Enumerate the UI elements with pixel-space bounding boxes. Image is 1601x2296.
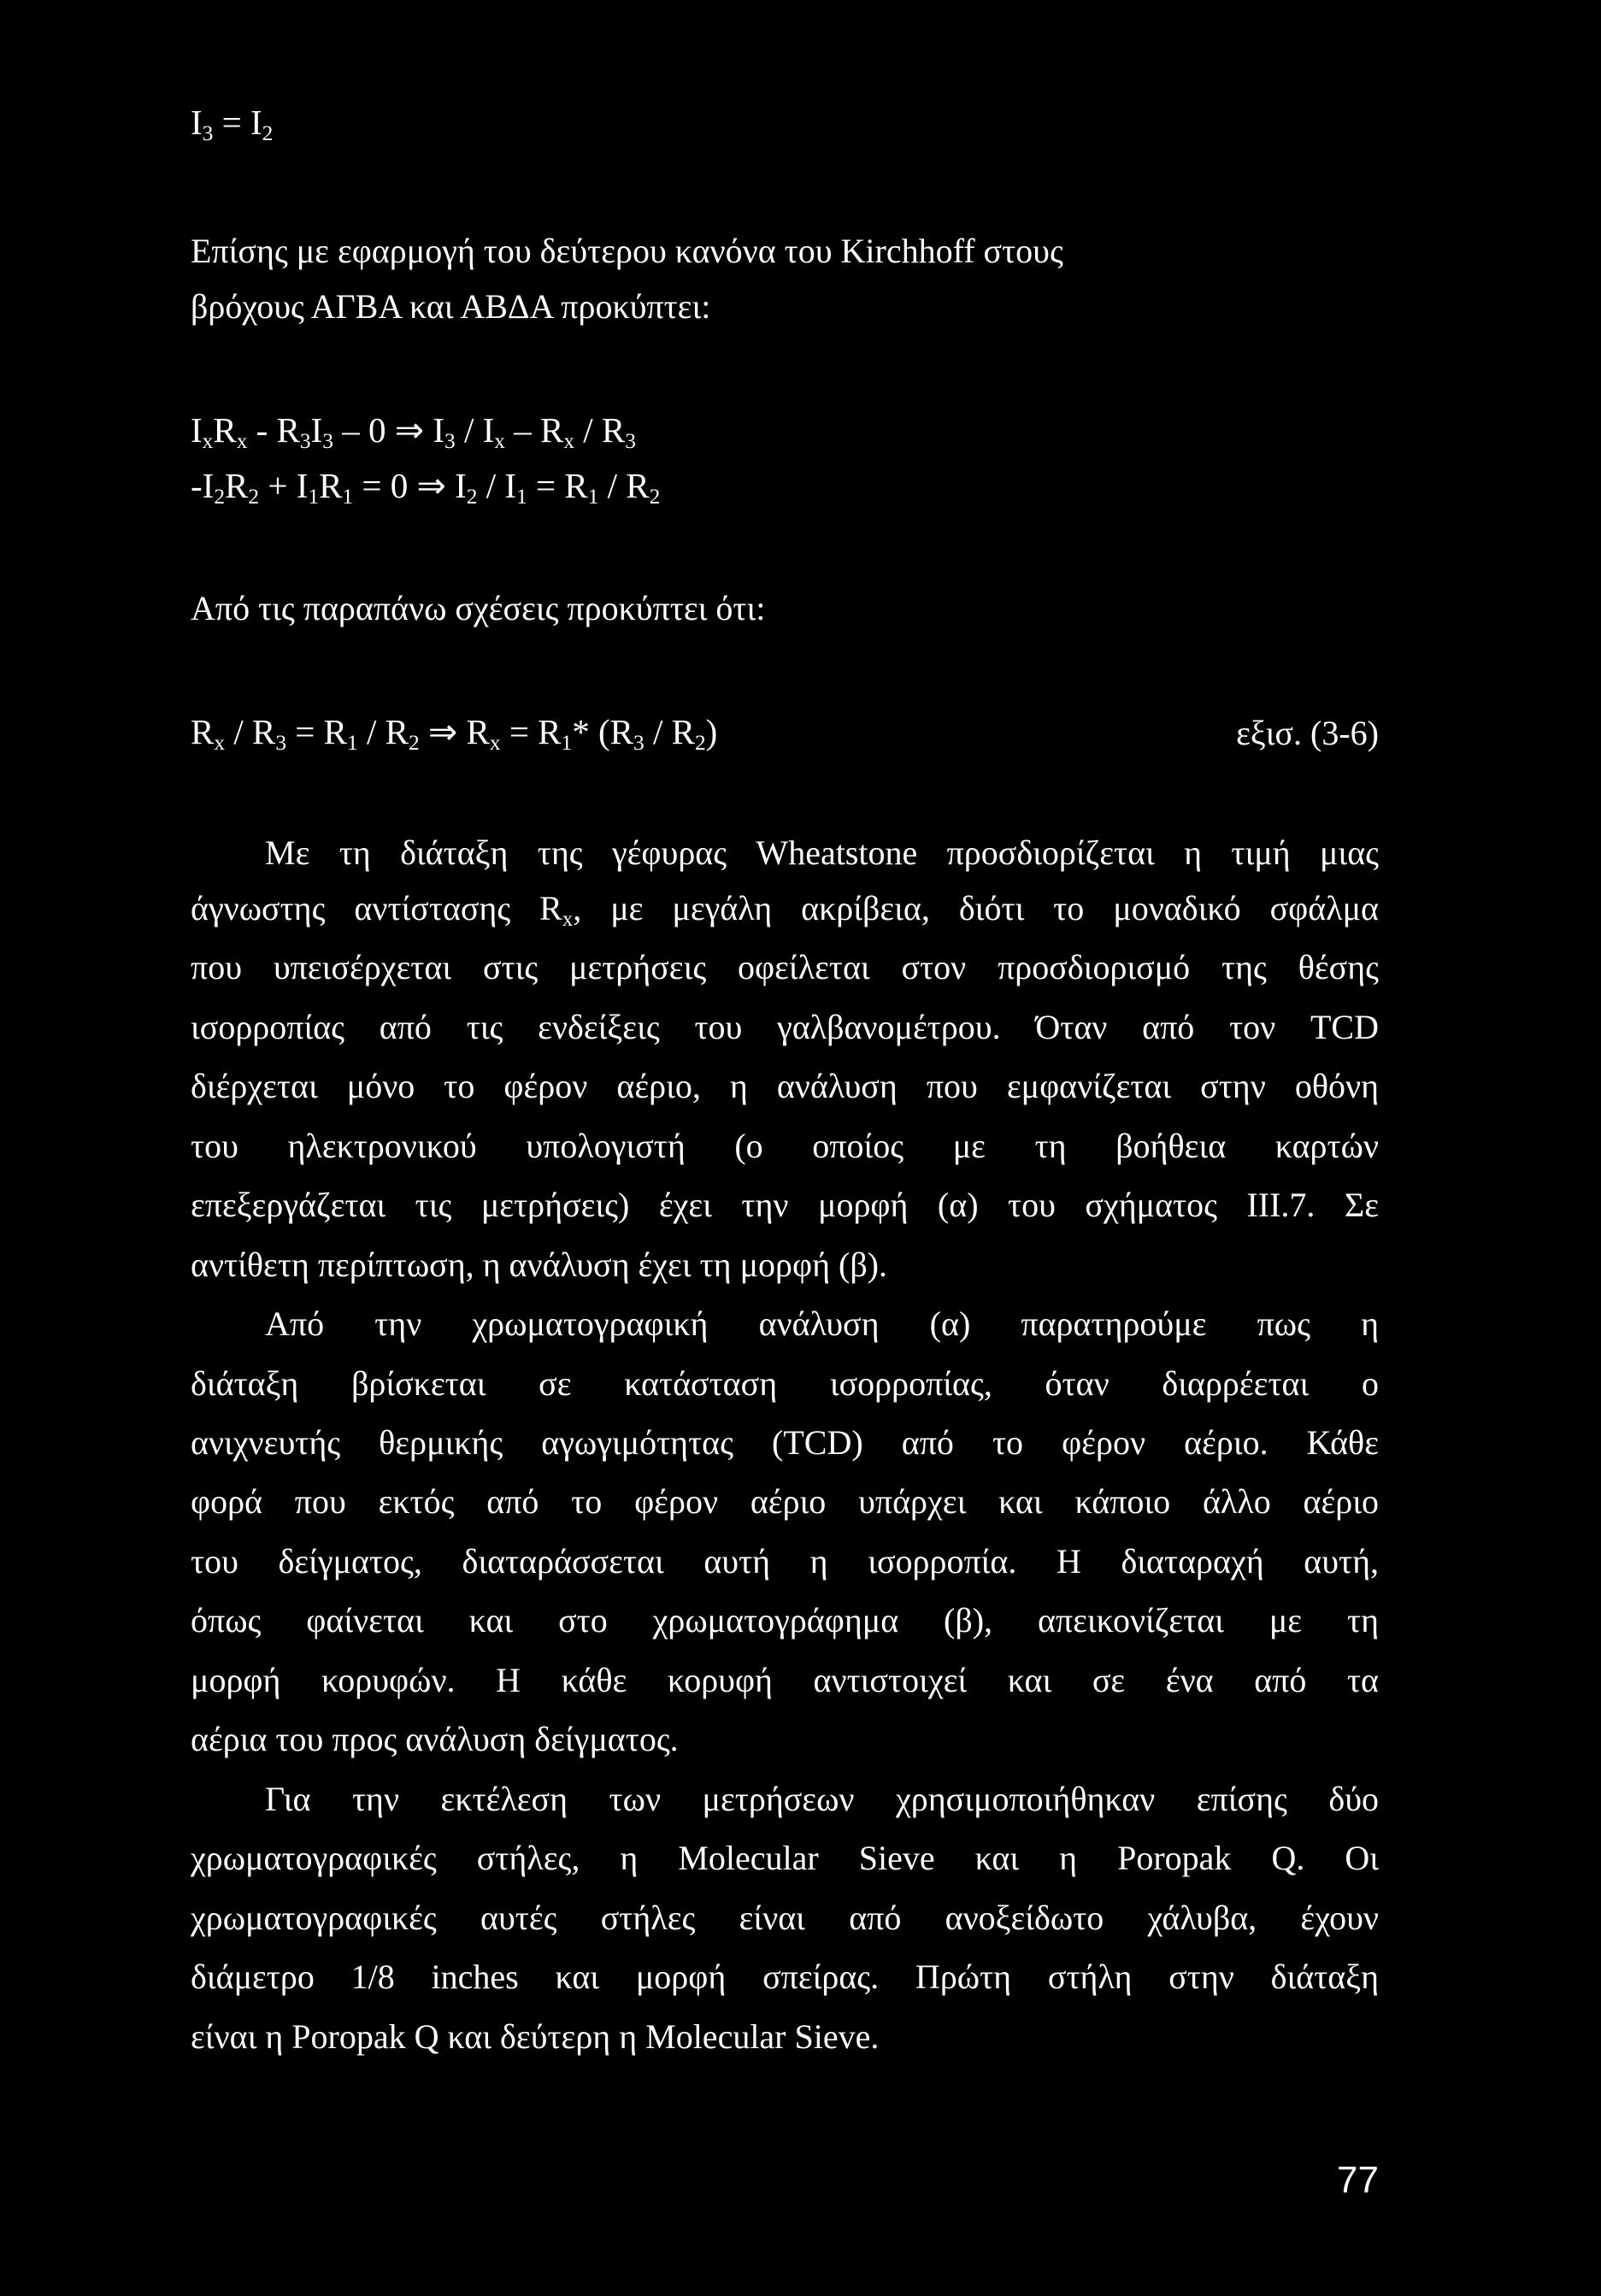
paragraph-wheatstone-line-3: που υπεισέρχεται στις μετρήσεις οφείλεται στον προσδιορισμό της θέσης xyxy=(191,948,1379,986)
paragraph-wheatstone-line-7: επεξεργάζεται τις μετρήσεις) έχει την μορφή (α) του σχήματος ΙΙΙ.7. Σε xyxy=(191,1186,1379,1224)
paragraph-relations: Από τις παραπάνω σχέσεις προκύπτει ότι: xyxy=(191,589,766,627)
paragraph-columns-line-4: διάμετρο 1/8 inches και μορφή σπείρας. Πρώτη στήλη στην διάταξη xyxy=(191,1957,1379,1996)
paragraph-chromatography-line-8: αέρια του προς ανάλυση δείγματος. xyxy=(191,1720,679,1758)
equation-3-6: $R_x / R_3 = R_1 / R_2$ ⇒ $R_x = R_1*$ $(R_3 / R_2)$ xyxy=(191,712,718,756)
paragraph-columns-line-1: Για την εκτέλεση των μετρήσεων χρησιμοποιήθηκαν επίσης δύο xyxy=(265,1780,1379,1818)
paragraph-chromatography-line-4: φορά που εκτός από το φέρον αέριο υπάρχει και κάποιο άλλο αέριο xyxy=(191,1482,1379,1521)
equation-loop-abda: $-I_2R_2 + I_1R_1 = 0$ ⇒ $I_2 / I_1 = R_1 / R_2$ xyxy=(191,466,661,509)
paragraph-chromatography-line-1: Από την χρωματογραφική ανάλυση (α) παρατηρούμε πως η xyxy=(265,1304,1379,1343)
paragraph-wheatstone-line-2: άγνωστης αντίστασης $R_x$, με μεγάλη ακρίβεια, διότι το μοναδικό σφάλμα xyxy=(191,889,1379,931)
paragraph-wheatstone-line-5: διέρχεται μόνο το φέρον αέριο, η ανάλυση που εμφανίζεται στην οθόνη xyxy=(191,1067,1379,1105)
paragraph-wheatstone-line-8: αντίθετη περίπτωση, η ανάλυση έχει τη μορφή (β). xyxy=(191,1245,887,1284)
equation-number: εξισ. (3-6) xyxy=(1236,714,1379,752)
paragraph-chromatography-line-5: του δείγματος, διαταράσσεται αυτή η ισορροπία. Η διαταραχή αυτή, xyxy=(191,1542,1379,1581)
paragraph-kirchhoff-line-1: Επίσης με εφαρμογή του δεύτερου κανόνα του Kirchhoff στους xyxy=(191,232,1063,270)
paragraph-columns-line-3: χρωματογραφικές αυτές στήλες είναι από ανοξείδωτο χάλυβα, έχουν xyxy=(191,1899,1379,1937)
paragraph-chromatography-line-7: μορφή κορυφών. Η κάθε κορυφή αντιστοιχεί και σε ένα από τα xyxy=(191,1661,1379,1699)
paragraph-columns-line-2: χρωματογραφικές στήλες, η Molecular Sieve και η Poropak Q. Οι xyxy=(191,1839,1379,1877)
paragraph-kirchhoff-line-2: βρόχους ΑΓΒΑ και ΑΒΔΑ προκύπτει: xyxy=(191,287,711,326)
equation-i3-i2: $I_3 = I_2$ xyxy=(191,103,274,146)
paragraph-chromatography-line-3: ανιχνευτής θερμικής αγωγιμότητας (TCD) από το φέρον αέριο. Κάθε xyxy=(191,1423,1379,1462)
paragraph-chromatography-line-2: διάταξη βρίσκεται σε κατάσταση ισορροπίας, όταν διαρρέεται ο xyxy=(191,1364,1379,1403)
paragraph-wheatstone-line-4: ισορροπίας από τις ενδείξεις του γαλβανομέτρου. Όταν από τον TCD xyxy=(191,1008,1379,1046)
equation-loop-agba: $I_xR_x - R_3I_3 - 0$ ⇒ $I_3 / I_x - R_x / R_3$ xyxy=(191,410,636,454)
page-number: 77 xyxy=(1337,2159,1379,2201)
paragraph-wheatstone-line-6: του ηλεκτρονικού υπολογιστή (ο οποίος με τη βοήθεια καρτών xyxy=(191,1127,1379,1165)
paragraph-wheatstone-line-1: Με τη διάταξη της γέφυρας Wheatstone προσδιορίζεται η τιμή μιας xyxy=(265,833,1379,872)
paragraph-chromatography-line-6: όπως φαίνεται και στο χρωματογράφημα (β), απεικονίζεται με τη xyxy=(191,1601,1379,1640)
paragraph-columns-line-5: είναι η Poropak Q και δεύτερη η Molecular Sieve. xyxy=(191,2017,880,2056)
